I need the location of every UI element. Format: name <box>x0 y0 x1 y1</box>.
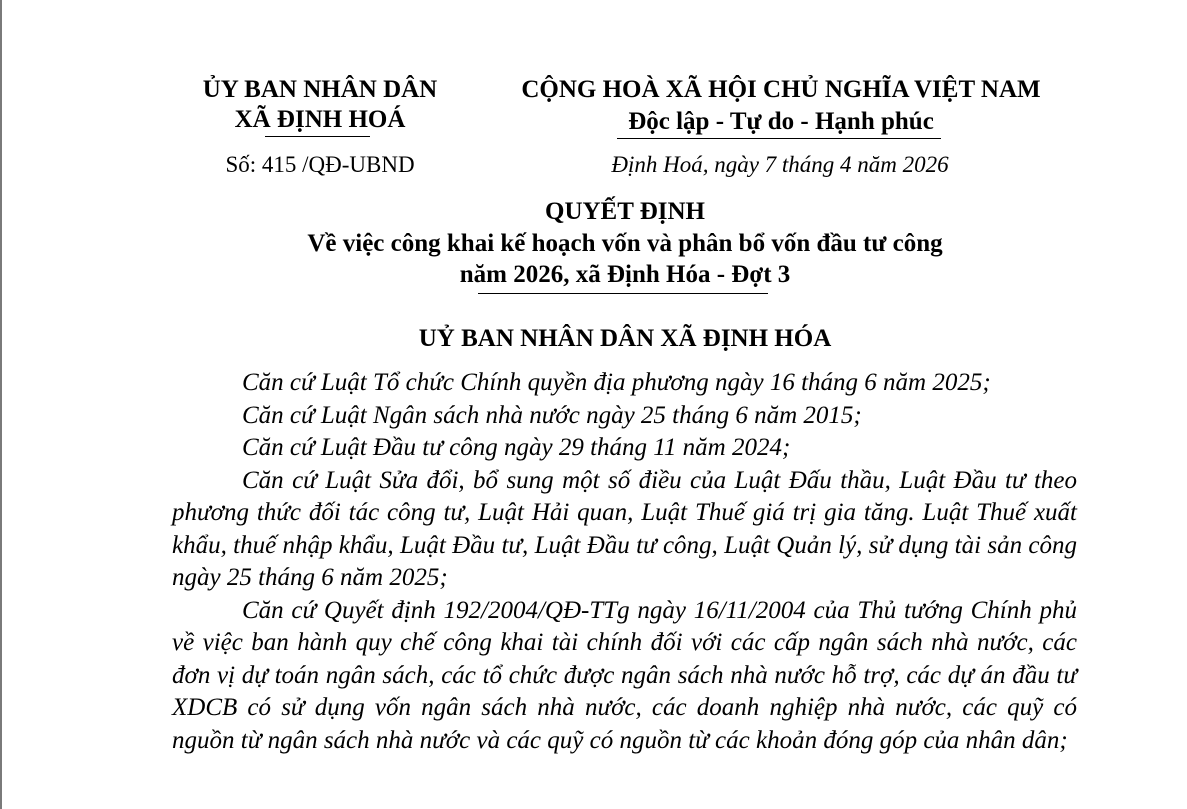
page-left-edge <box>0 0 2 809</box>
issuing-body-heading: UỶ BAN NHÂN DÂN XÃ ĐỊNH HÓA <box>418 325 832 352</box>
document-subject-line1: Về việc công khai kế hoạch vốn và phân bổ vốn đầu tư công <box>307 230 943 257</box>
legal-basis-paragraph: Căn cứ Luật Đầu tư công ngày 29 tháng 11 năm 2024; <box>242 434 791 461</box>
national-motto: Độc lập - Tự do - Hạnh phúc <box>628 108 934 135</box>
document-subject-line2: năm 2026, xã Định Hóa - Đợt 3 <box>459 261 791 288</box>
legal-basis-paragraph: Căn cứ Quyết định 192/2004/QĐ-TTg ngày 16/11/2004 của Thủ tướng Chính phủ về việc ban hành quy chế công khai tài chính đối với các cấp ngân sách nhà nước, các đơn vị dự toán ngân sách, các tổ chức được ngân sách nhà nước hỗ trợ, các dự án đầu tư XDCB có sử dụng vốn ngân sách nhà nước, các doanh nghiệp nhà nước, các quỹ có nguồn từ ngân sách nhà nước và các quỹ có nguồn từ các khoản đóng góp của nhân dân; <box>172 596 1077 754</box>
subject-underline <box>478 293 768 294</box>
document-number: Số: 415 /QĐ-UBND <box>225 152 415 177</box>
issuing-authority-line1: ỦY BAN NHÂN DÂN <box>202 76 438 103</box>
legal-basis-paragraph: Căn cứ Luật Sửa đổi, bổ sung một số điều của Luật Đấu thầu, Luật Đầu tư theo phương thức đối tác công tư, Luật Hải quan, Luật Thuế giá trị gia tăng. Luật Thuế xuất khẩu, thuế nhập khẩu, Luật Đầu tư, Luật Đầu tư công, Luật Quản lý, sử dụng tài sản công ngày 25 tháng 6 năm 2025; <box>172 466 1077 591</box>
document-type-title: QUYẾT ĐỊNH <box>545 198 705 225</box>
issuing-authority-line2: XÃ ĐỊNH HOÁ <box>234 106 406 133</box>
legal-basis-section <box>172 367 1077 757</box>
legal-basis-paragraph: Căn cứ Luật Ngân sách nhà nước ngày 25 tháng 6 năm 2015; <box>242 401 862 429</box>
legal-basis-paragraph: Căn cứ Luật Tổ chức Chính quyền địa phương ngày 16 tháng 6 năm 2025; <box>242 369 991 396</box>
place-and-date: Định Hoá, ngày 7 tháng 4 năm 2026 <box>611 152 949 177</box>
motto-underline <box>617 138 941 139</box>
authority-underline <box>265 136 370 137</box>
national-title: CỘNG HOÀ XÃ HỘI CHỦ NGHĨA VIỆT NAM <box>521 76 1041 103</box>
